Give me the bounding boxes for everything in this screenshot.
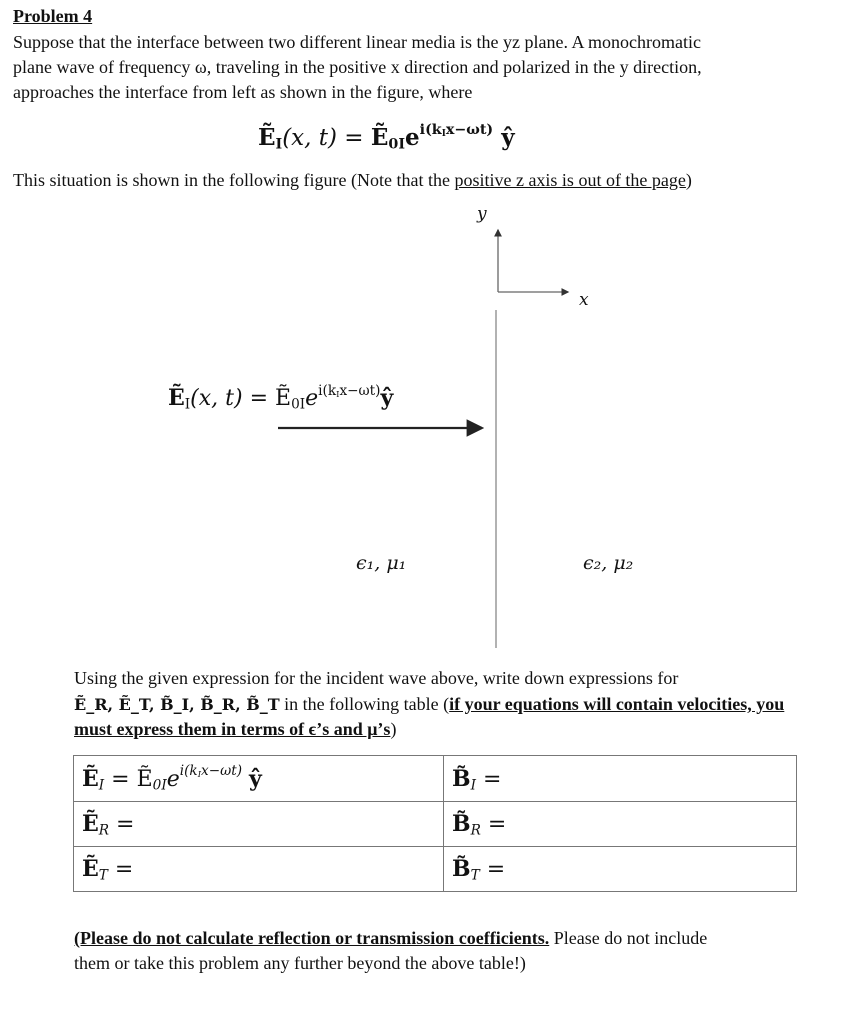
intro-line-2: plane wave of frequency ω, traveling in the positive x direction and polarized in the y direction, — [13, 57, 702, 77]
table-row — [74, 802, 797, 847]
problem-title: Problem 4 — [13, 6, 93, 26]
x-axis-label: x — [579, 290, 589, 310]
instructions-line-2: Ẽ_R, Ẽ_T, B̃_I, B̃_R, B̃_T in the following table (if your equations will contain velocities, you — [74, 694, 785, 714]
e-reflected-cell[interactable]: $Ẽ_R$ = — [74, 802, 444, 847]
intro-line-1: Suppose that the interface between two different linear media is the yz plane. A monochromatic — [13, 32, 701, 52]
medium-2-label: ϵ₂, μ₂ — [583, 552, 634, 574]
incident-wave-equation: $Ẽ_I(x$, $t) = Ẽ_{0I}e^{i(k_Ix-\omega t)}$ ŷ — [258, 122, 515, 153]
b-reflected-cell[interactable]: $B̃_R$ = — [444, 802, 797, 847]
interface-figure — [0, 200, 852, 660]
instructions-line-1: Using the given expression for the incident wave above, write down expressions for — [74, 668, 679, 688]
table-row — [74, 847, 797, 892]
table-row — [74, 756, 797, 802]
answer-table — [73, 755, 797, 892]
incident-wave-label: $Ẽ_I(x$, $t) = Ẽ_{0I}e^{i(k_Ix-\omega t)}ŷ$ — [168, 382, 394, 413]
footer-line-2: them or take this problem any further beyond the above table!) — [74, 953, 526, 973]
y-axis-label: y — [477, 204, 487, 224]
figure-caption: This situation is shown in the following figure (Note that the positive z axis is out of the page) — [13, 170, 692, 190]
b-incident-cell[interactable]: $B̃_I$ = — [444, 756, 797, 802]
b-transmitted-cell[interactable]: $B̃_T$ = — [444, 847, 797, 892]
e-transmitted-cell[interactable]: $Ẽ_T$ = — [74, 847, 444, 892]
e-incident-cell[interactable]: $Ẽ_I$ = $Ẽ_{0I}e^{i(k_Ix-\omega t)}$ ŷ — [74, 756, 444, 802]
medium-1-label: ϵ₁, μ₁ — [356, 552, 407, 574]
footer-line-1: (Please do not calculate reflection or transmission coefficients. Please do not include — [74, 928, 708, 948]
instructions-line-3: must express them in terms of ϵ’s and μ’s) — [74, 719, 397, 739]
intro-line-3: approaches the interface from left as shown in the figure, where — [13, 82, 473, 102]
